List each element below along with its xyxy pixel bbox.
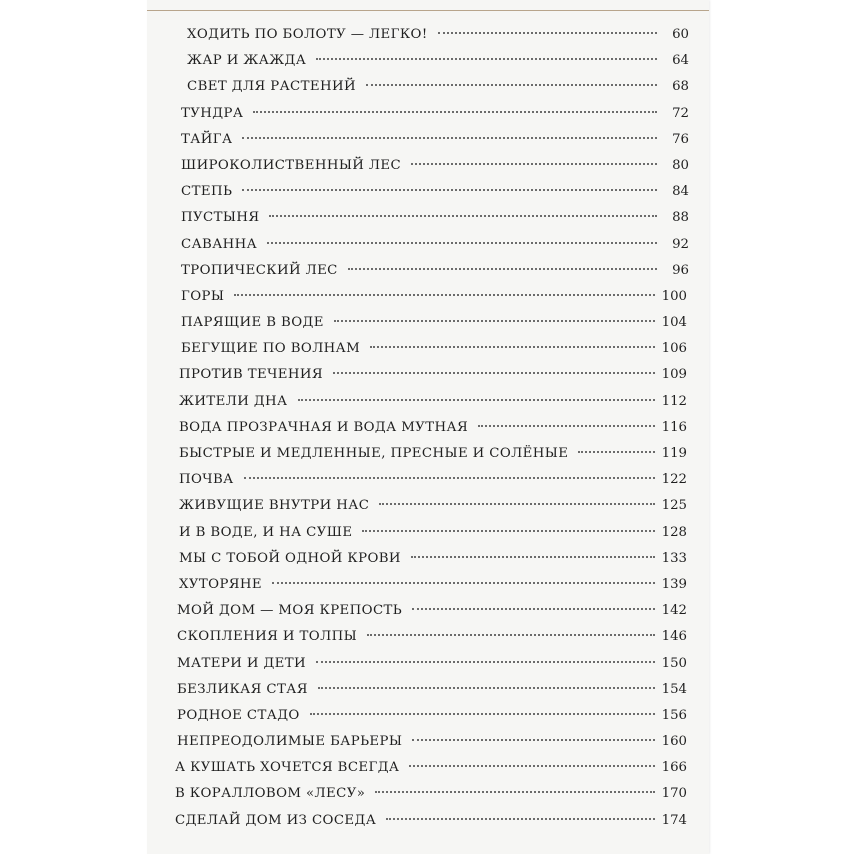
toc-entry xyxy=(147,158,709,184)
toc-entry-title: ПУСТЫНЯ xyxy=(181,210,260,226)
toc-entry xyxy=(147,786,709,812)
toc-entry-page-number: 68 xyxy=(672,79,689,95)
book-page xyxy=(147,0,709,854)
toc-entry-page-number: 112 xyxy=(661,393,687,409)
toc-entry-page-number: 156 xyxy=(661,707,687,723)
toc-entry-page-number: 116 xyxy=(661,419,687,435)
dot-leader xyxy=(411,163,657,165)
toc-entry-title: МАТЕРИ И ДЕТИ xyxy=(177,655,307,671)
toc-entry-title: СКОПЛЕНИЯ И ТОЛПЫ xyxy=(177,629,358,645)
toc-entry-title: МОЙ ДОМ — МОЯ КРЕПОСТЬ xyxy=(177,603,403,619)
toc-entry-page-number: 60 xyxy=(672,27,689,42)
toc-entry-page-number: 154 xyxy=(661,681,687,697)
toc-entry-title: СТЕПЬ xyxy=(181,184,233,200)
toc-entry-page-number: 133 xyxy=(661,550,687,566)
toc-entry-title: САВАННА xyxy=(181,236,258,252)
toc-entry-page-number: 170 xyxy=(661,786,687,802)
toc-entry xyxy=(147,289,709,315)
dot-leader xyxy=(272,582,655,584)
toc-entry-title: И В ВОДЕ, И НА СУШЕ xyxy=(179,524,353,540)
toc-entry xyxy=(147,813,709,839)
toc-entry-title: ГОРЫ xyxy=(181,288,225,304)
toc-entry-page-number: 72 xyxy=(672,105,689,121)
toc-entry xyxy=(147,263,709,289)
dot-leader xyxy=(386,818,655,820)
toc-entry-title: ПАРЯЩИЕ В ВОДЕ xyxy=(181,315,324,331)
dot-leader xyxy=(269,215,657,217)
toc-entry-page-number: 84 xyxy=(672,184,689,200)
toc-entry-page-number: 128 xyxy=(661,524,687,540)
toc-entry-page-number: 92 xyxy=(672,236,689,252)
toc-entry xyxy=(147,341,709,367)
toc-entry-page-number: 142 xyxy=(661,603,687,619)
dot-leader xyxy=(267,242,657,244)
dot-leader xyxy=(253,111,657,113)
toc-entry-page-number: 100 xyxy=(661,288,687,304)
dot-leader xyxy=(370,346,655,348)
toc-entry-title: БЫСТРЫЕ И МЕДЛЕННЫЕ, ПРЕСНЫЕ И СОЛЁНЫЕ xyxy=(179,446,569,461)
dot-leader xyxy=(362,530,655,532)
toc-entry xyxy=(147,629,709,655)
toc-entry xyxy=(147,708,709,734)
toc-entry-page-number: 174 xyxy=(661,812,687,828)
toc-entry-page-number: 119 xyxy=(661,446,687,461)
toc-entry-page-number: 139 xyxy=(661,576,687,592)
toc-entry-title: ТУНДРА xyxy=(181,105,244,121)
dot-leader xyxy=(234,294,655,296)
toc-entry xyxy=(147,656,709,682)
dot-leader xyxy=(366,84,657,86)
dot-leader xyxy=(298,399,655,401)
dot-leader xyxy=(316,661,655,663)
dot-leader xyxy=(411,556,655,558)
dot-leader xyxy=(412,739,655,741)
toc-entry xyxy=(147,551,709,577)
toc-entry-page-number: 104 xyxy=(661,315,687,331)
toc-entry-page-number: 80 xyxy=(672,157,689,173)
dot-leader xyxy=(367,634,655,636)
dot-leader xyxy=(242,189,657,191)
dot-leader xyxy=(242,137,657,139)
toc-entry xyxy=(147,420,709,446)
toc-entry-title: БЕГУЩИЕ ПО ВОЛНАМ xyxy=(181,341,361,357)
table-of-contents xyxy=(147,27,709,839)
toc-entry xyxy=(147,472,709,498)
toc-entry-page-number: 146 xyxy=(661,629,687,645)
toc-entry xyxy=(147,367,709,393)
toc-entry xyxy=(147,760,709,786)
toc-entry-page-number: 106 xyxy=(661,341,687,357)
toc-entry xyxy=(147,577,709,603)
toc-entry xyxy=(147,210,709,236)
toc-entry xyxy=(147,446,709,472)
toc-entry-page-number: 76 xyxy=(672,131,689,147)
toc-entry-page-number: 166 xyxy=(661,760,687,776)
toc-entry xyxy=(147,79,709,105)
toc-entry-title: ТРОПИЧЕСКИЙ ЛЕС xyxy=(181,262,338,278)
toc-entry-page-number: 150 xyxy=(661,655,687,671)
toc-entry-page-number: 88 xyxy=(672,210,689,226)
dot-leader xyxy=(310,713,655,715)
dot-leader xyxy=(318,687,655,689)
toc-entry-page-number: 64 xyxy=(672,53,689,69)
dot-leader xyxy=(375,791,655,793)
toc-entry-page-number: 122 xyxy=(661,472,687,488)
toc-entry xyxy=(147,27,709,53)
toc-entry xyxy=(147,132,709,158)
toc-entry xyxy=(147,525,709,551)
toc-entry-title: В КОРАЛЛОВОМ «ЛЕСУ» xyxy=(175,786,366,802)
toc-entry-title: ВОДА ПРОЗРАЧНАЯ И ВОДА МУТНАЯ xyxy=(179,419,469,435)
dot-leader xyxy=(578,451,655,453)
toc-entry-page-number: 125 xyxy=(661,498,687,514)
toc-entry xyxy=(147,682,709,708)
toc-entry-title: ЖИВУЩИЕ ВНУТРИ НАС xyxy=(179,498,370,514)
toc-entry xyxy=(147,603,709,629)
toc-entry-title: ПРОТИВ ТЕЧЕНИЯ xyxy=(179,367,323,383)
header-rule xyxy=(147,10,709,11)
toc-entry-title: ЖАР И ЖАЖДА xyxy=(187,53,307,69)
toc-entry-title: НЕПРЕОДОЛИМЫЕ БАРЬЕРЫ xyxy=(177,734,403,750)
toc-entry-page-number: 109 xyxy=(661,367,687,383)
toc-entry-title: РОДНОЕ СТАДО xyxy=(177,707,300,723)
toc-entry-title: ЖИТЕЛИ ДНА xyxy=(179,393,288,409)
toc-entry xyxy=(147,734,709,760)
toc-entry xyxy=(147,184,709,210)
dot-leader xyxy=(334,320,655,322)
toc-entry-title: МЫ С ТОБОЙ ОДНОЙ КРОВИ xyxy=(179,550,401,566)
toc-entry xyxy=(147,53,709,79)
toc-entry xyxy=(147,106,709,132)
toc-entry-title: ХУТОРЯНЕ xyxy=(179,576,263,592)
toc-entry xyxy=(147,394,709,420)
toc-entry xyxy=(147,315,709,341)
toc-entry-page-number: 96 xyxy=(672,262,689,278)
toc-entry-title: ТАЙГА xyxy=(181,131,233,147)
dot-leader xyxy=(333,372,655,374)
dot-leader xyxy=(438,32,657,34)
toc-entry xyxy=(147,498,709,524)
toc-entry-title: ХОДИТЬ ПО БОЛОТУ — ЛЕГКО! xyxy=(187,27,428,42)
toc-entry-title: ПОЧВА xyxy=(179,472,234,488)
toc-entry-title: А КУШАТЬ ХОЧЕТСЯ ВСЕГДА xyxy=(175,760,400,776)
toc-entry-page-number: 160 xyxy=(661,734,687,750)
toc-entry xyxy=(147,237,709,263)
dot-leader xyxy=(409,765,655,767)
dot-leader xyxy=(412,608,655,610)
dot-leader xyxy=(316,58,657,60)
dot-leader xyxy=(244,477,655,479)
dot-leader xyxy=(478,425,655,427)
toc-entry-title: БЕЗЛИКАЯ СТАЯ xyxy=(177,681,308,697)
toc-entry-title: СДЕЛАЙ ДОМ ИЗ СОСЕДА xyxy=(175,812,377,828)
toc-entry-title: ШИРОКОЛИСТВЕННЫЙ ЛЕС xyxy=(181,157,402,173)
dot-leader xyxy=(348,268,657,270)
dot-leader xyxy=(379,503,655,505)
toc-entry-title: СВЕТ ДЛЯ РАСТЕНИЙ xyxy=(187,79,356,95)
